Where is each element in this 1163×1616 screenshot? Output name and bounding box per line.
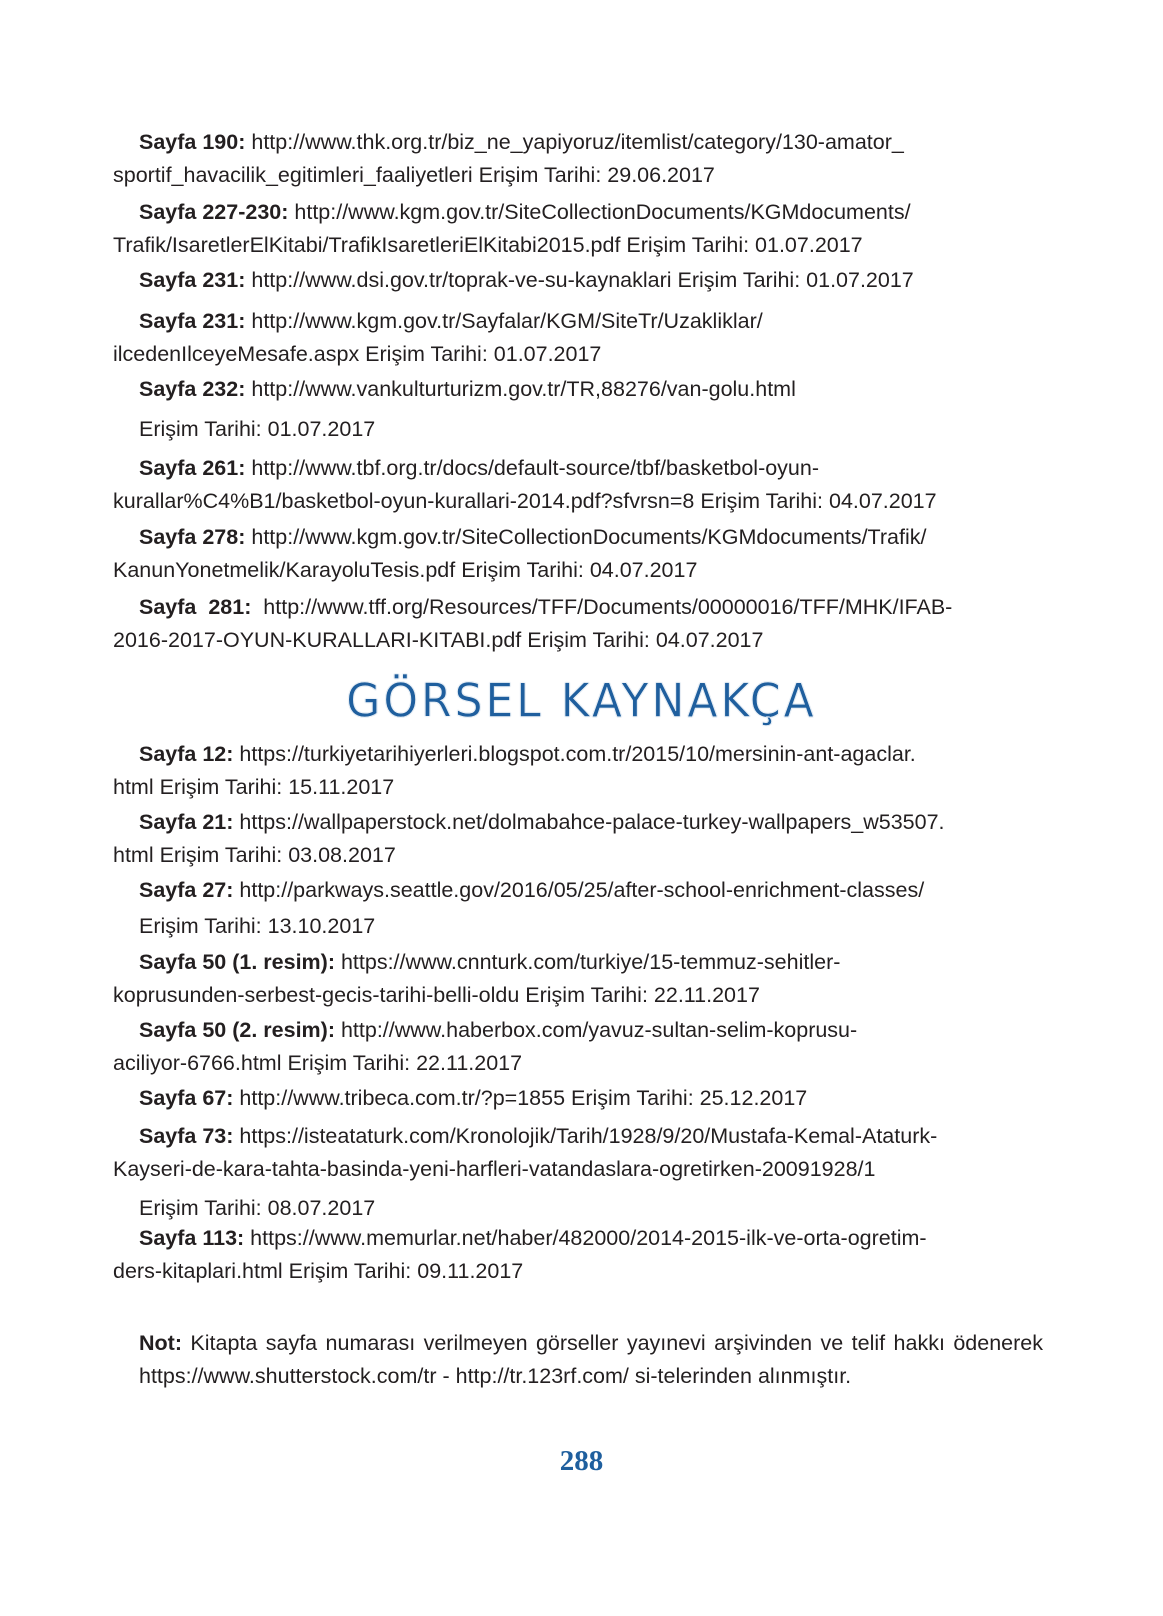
reference-continuation: html Erişim Tarihi: 15.11.2017 <box>113 775 395 799</box>
reference-continuation: sportif_havacilik_egitimleri_faaliyetleri Erişim Tarihi: 29.06.2017 <box>113 163 715 187</box>
reference-label: Sayfa 50 (1. resim): <box>139 950 335 974</box>
reference-continuation: koprusunden-serbest-gecis-tarihi-belli-oldu Erişim Tarihi: 22.11.2017 <box>113 983 760 1007</box>
reference-url: http://www.tff.org/Resources/TFF/Documents/00000016/TFF/MHK/IFAB- <box>251 595 953 619</box>
reference-url: http://www.kgm.gov.tr/SiteCollectionDocuments/KGMdocuments/Trafik/ <box>245 525 927 549</box>
visual-reference-entry <box>113 874 1043 943</box>
reference-continuation: Kayseri-de-kara-tahta-basinda-yeni-harfleri-vatandaslara-ogretirken-20091928/1 <box>113 1157 876 1181</box>
page-number: 288 <box>559 1445 604 1477</box>
visual-reference-entry <box>113 1222 1043 1288</box>
reference-label: Sayfa 67: <box>139 1086 234 1110</box>
visual-reference-entry <box>113 946 1043 1012</box>
reference-continuation: ilcedenIlceyeMesafe.aspx Erişim Tarihi: 01.07.2017 <box>113 342 602 366</box>
reference-url: http://www.dsi.gov.tr/toprak-ve-su-kaynaklari Erişim Tarihi: 01.07.2017 <box>245 268 914 292</box>
reference-label: Sayfa 232: <box>139 377 246 401</box>
note-paragraph <box>113 1327 1043 1393</box>
reference-entry <box>113 196 1043 262</box>
reference-continuation: Erişim Tarihi: 01.07.2017 <box>139 417 376 441</box>
reference-url: http://www.tribeca.com.tr/?p=1855 Erişim Tarihi: 25.12.2017 <box>233 1086 808 1110</box>
reference-label: Sayfa 278: <box>139 525 246 549</box>
reference-continuation: html Erişim Tarihi: 03.08.2017 <box>113 843 396 867</box>
reference-continuation: KanunYonetmelik/KarayoluTesis.pdf Erişim Tarihi: 04.07.2017 <box>113 558 698 582</box>
reference-continuation: kurallar%C4%B1/basketbol-oyun-kurallari-2014.pdf?sfvrsn=8 Erişim Tarihi: 04.07.2017 <box>113 489 937 513</box>
reference-url: http://www.tbf.org.tr/docs/default-source/tbf/basketbol-oyun- <box>245 456 820 480</box>
visual-reference-entry <box>113 806 1043 872</box>
visual-reference-entry <box>113 1082 1043 1115</box>
reference-url: https://www.cnnturk.com/turkiye/15-temmuz-sehitler- <box>335 950 841 974</box>
reference-label: Sayfa 50 (2. resim): <box>139 1018 335 1042</box>
reference-entry <box>113 591 1043 657</box>
reference-url: http://www.vankulturturizm.gov.tr/TR,88276/van-golu.html <box>245 377 796 401</box>
reference-url: https://wallpaperstock.net/dolmabahce-palace-turkey-wallpapers_w53507. <box>233 810 945 834</box>
visual-reference-entry <box>113 1014 1043 1080</box>
note-text: Kitapta sayfa numarası verilmeyen görseller yayınevi arşivinden ve telif hakkı ödenerek https://www.shutterstock.com/tr - http://tr.123rf.com/ si-telerinden alınmıştır. <box>139 1331 1043 1388</box>
reference-url: http://www.thk.org.tr/biz_ne_yapiyoruz/itemlist/category/130-amator_ <box>245 130 904 154</box>
reference-continuation: Erişim Tarihi: 08.07.2017 <box>139 1196 376 1220</box>
reference-url: https://turkiyetarihiyerleri.blogspot.com.tr/2015/10/mersinin-ant-agaclar. <box>233 742 916 766</box>
note-label: Not: <box>139 1331 182 1355</box>
section-title: GÖRSEL KAYNAKÇA <box>346 674 817 729</box>
reference-url: https://isteataturk.com/Kronolojik/Tarih/1928/9/20/Mustafa-Kemal-Ataturk- <box>233 1124 938 1148</box>
reference-label: Sayfa 12: <box>139 742 234 766</box>
reference-url: http://www.kgm.gov.tr/Sayfalar/KGM/SiteTr/Uzakliklar/ <box>245 309 763 333</box>
reference-url: https://www.memurlar.net/haber/482000/2014-2015-ilk-ve-orta-ogretim- <box>244 1226 927 1250</box>
visual-reference-entry <box>113 738 1043 804</box>
reference-continuation: Erişim Tarihi: 13.10.2017 <box>139 914 376 938</box>
reference-continuation: ders-kitaplari.html Erişim Tarihi: 09.11.2017 <box>113 1259 524 1283</box>
visual-reference-entry <box>113 1120 1043 1225</box>
reference-url: http://www.haberbox.com/yavuz-sultan-selim-koprusu- <box>335 1018 858 1042</box>
reference-label: Sayfa 231: <box>139 309 246 333</box>
reference-continuation: 2016-2017-OYUN-KURALLARI-KITABI.pdf Erişim Tarihi: 04.07.2017 <box>113 628 764 652</box>
reference-entry <box>113 452 1043 518</box>
reference-entry <box>113 126 1043 192</box>
reference-entry <box>113 521 1043 587</box>
reference-label: Sayfa 227-230: <box>139 200 289 224</box>
reference-label: Sayfa 27: <box>139 878 234 902</box>
reference-entry <box>113 373 1043 446</box>
reference-label: Sayfa 21: <box>139 810 234 834</box>
reference-label: Sayfa 281: <box>139 595 252 619</box>
reference-entry <box>113 305 1043 371</box>
reference-continuation: Trafik/IsaretlerElKitabi/TrafikIsaretleriElKitabi2015.pdf Erişim Tarihi: 01.07.2017 <box>113 233 863 257</box>
reference-label: Sayfa 231: <box>139 268 246 292</box>
reference-label: Sayfa 261: <box>139 456 246 480</box>
reference-url: http://www.kgm.gov.tr/SiteCollectionDocuments/KGMdocuments/ <box>288 200 911 224</box>
reference-label: Sayfa 73: <box>139 1124 234 1148</box>
reference-entry <box>113 264 1043 297</box>
reference-label: Sayfa 190: <box>139 130 246 154</box>
reference-continuation: aciliyor-6766.html Erişim Tarihi: 22.11.2017 <box>113 1051 523 1075</box>
reference-label: Sayfa 113: <box>139 1226 245 1250</box>
reference-url: http://parkways.seattle.gov/2016/05/25/after-school-enrichment-classes/ <box>233 878 925 902</box>
